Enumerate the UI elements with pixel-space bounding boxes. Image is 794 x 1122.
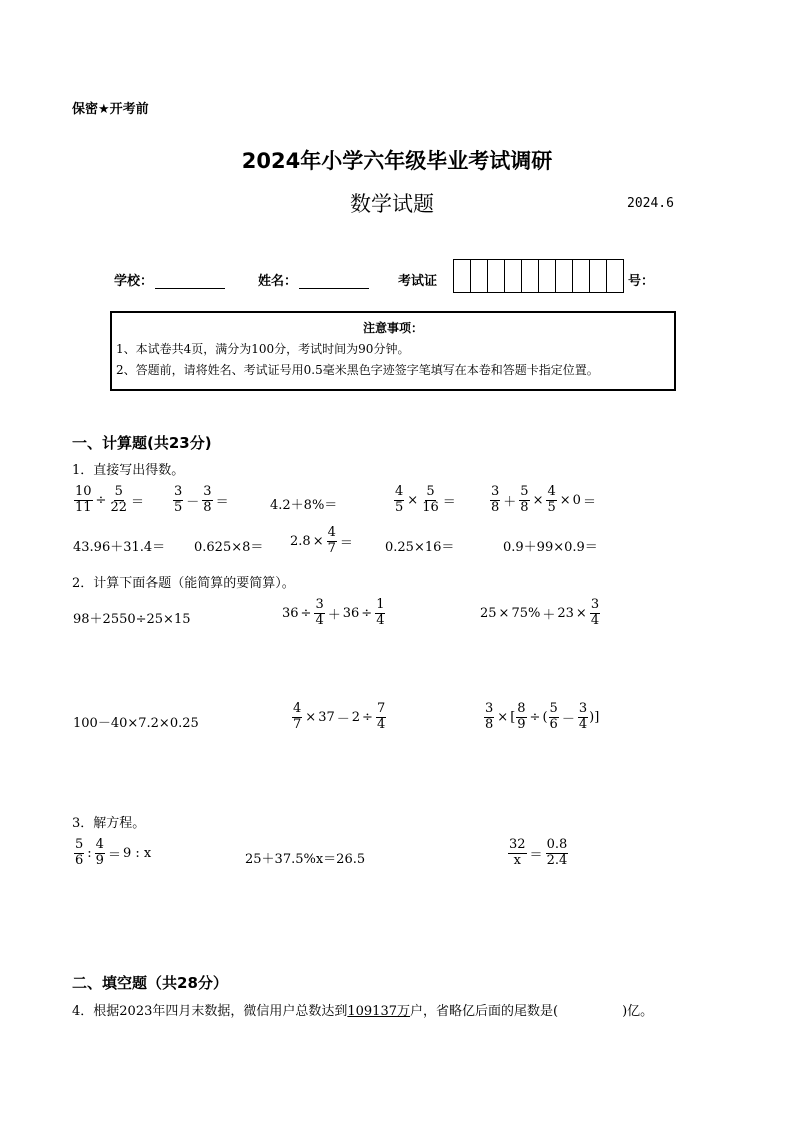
q1-item-9: 0.25×16＝ [385,540,455,555]
name-blank[interactable] [299,274,369,289]
q2-item-4: 100－40×7.2×0.25 [73,716,199,731]
exam-title: 2024年小学六年级毕业考试调研 [241,149,553,173]
q1-item-6: 43.96＋31.4＝ [73,540,166,555]
q2-item-3: 25 × 75% ＋ 23 × $\frac{3}{4}$ [480,597,600,628]
exam-id-suffix: 号： [628,274,655,289]
q3-item-3: 32 x ＝ 0.8 2.4 [509,837,568,868]
q1-item-7: 0.625×8＝ [194,540,264,555]
exam-subtitle: 数学试题 [350,192,434,216]
q1-item-1: $\frac{10}{11}$ ÷ $\frac{5}{22}$ ＝ [75,484,145,515]
name-field: 姓名： [258,270,369,289]
q1-item-10: 0.9＋99×0.9＝ [503,540,598,555]
question-2: 2．计算下面各题（能简算的要简算）。 [72,576,295,591]
school-field: 学校： [114,270,225,289]
notice-box [110,311,676,391]
question-4: 4．根据2023年四月末数据，微信用户总数达到109137万户，省略亿后面的尾数是( )亿。 [72,1004,654,1019]
question-1: 1．直接写出得数。 [72,463,185,478]
exam-id-boxes[interactable] [453,259,624,293]
q1-item-8: 2.8 × $\frac{4}{7}$ ＝ [290,525,353,556]
question-3: 3．解方程。 [72,816,146,831]
section-2-title: 二、填空题（共28分） [72,974,228,992]
q1-item-4: $\frac{4}{5}$ × $\frac{5}{16}$ ＝ [395,484,456,515]
notice-line-2: 2、答题前，请将姓名、考试证号用0.5毫米黑色字迹签字笔填写在本卷和答题卡指定位置。 [116,363,599,377]
q3-item-1: 5 6 : 4 9 ＝ 9 : x [75,837,152,868]
section-1-title: 一、计算题(共23分) [72,434,212,452]
q2-item-5: $\frac{4}{7}$ × 37 － 2 ÷ $\frac{7}{4}$ [293,701,386,732]
q1-item-5: 3 8 ＋ $\frac{5}{8}$ × $\frac{4}{5}$ × 0 ＝ [491,484,596,515]
exam-id-label: 考试证 [398,274,438,289]
school-blank[interactable] [155,274,225,289]
notice-line-1: 1、本试卷共4页，满分为100分，考试时间为90分钟。 [116,342,410,356]
q2-item-2: 36 ÷ $\frac{3}{4}$ ＋ 36 ÷ $\frac{1}{4}$ [282,597,385,628]
q2-item-6: $\frac{3}{8}$ × [ $\frac{8}{9}$ ÷ ( 5 6 － 3 4 ) ] [485,701,600,732]
exam-date: 2024.6 [627,196,674,211]
q1-item-2: 3 5 － 3 8 ＝ [174,484,229,515]
q2-item-1: 98＋2550÷25×15 [73,612,191,627]
confidential-label: 保密★开考前 [72,102,149,117]
q3-item-2: 25＋37.5%x＝26.5 [245,852,366,867]
notice-heading: 注意事项： [362,321,423,335]
q1-item-3: 4.2＋8%＝ [270,498,338,513]
